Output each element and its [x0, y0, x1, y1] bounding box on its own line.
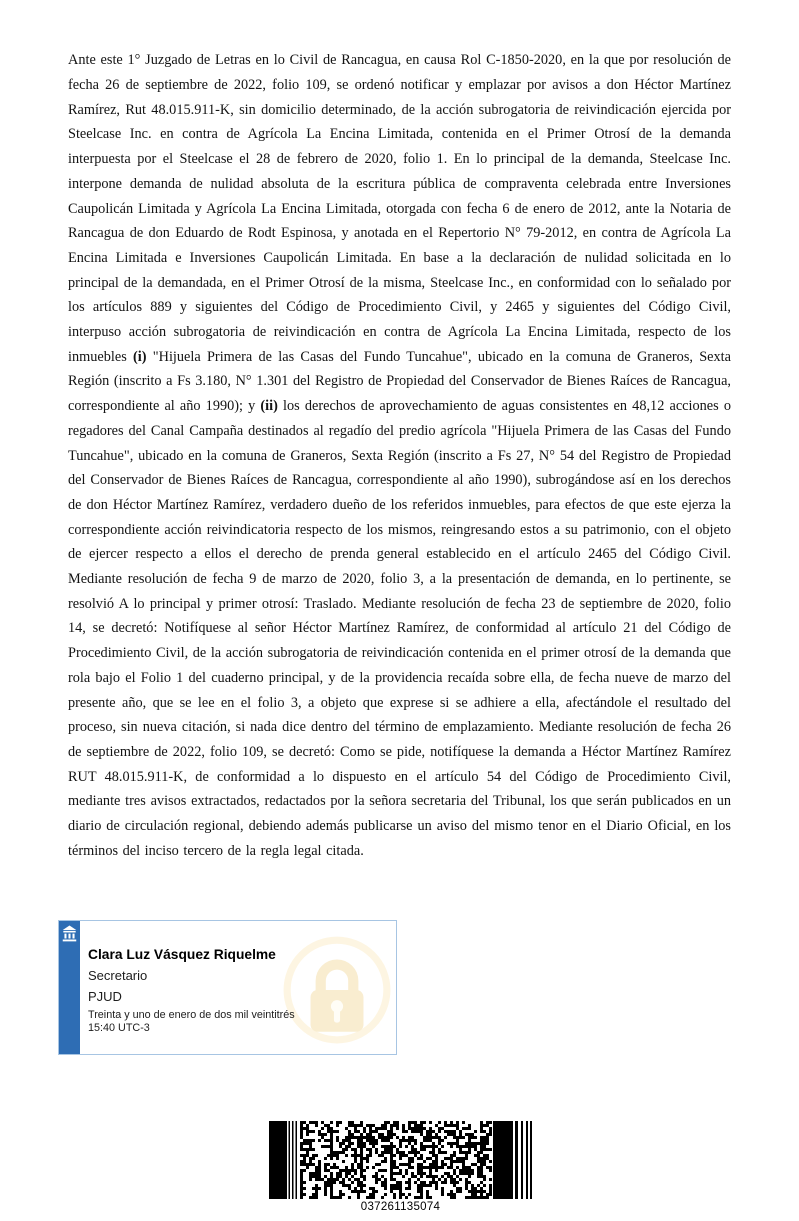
barcode-number: 037261135074 — [360, 1201, 441, 1213]
signature-date: Treinta y uno de enero de dos mil veintitrés — [88, 1009, 295, 1021]
signature-stamp — [58, 920, 397, 1055]
signature-content — [88, 947, 390, 1035]
signer-institution: PJUD — [88, 989, 122, 1004]
signature-time: 15:40 UTC-3 — [88, 1022, 150, 1034]
pdf417-barcode-image — [269, 1121, 532, 1199]
signature-blue-band — [59, 921, 80, 1054]
signer-name: Clara Luz Vásquez Riquelme — [88, 947, 276, 962]
notice-paragraph: Ante este 1° Juzgado de Letras en lo Civil de Rancagua, en causa Rol C-1850-2020, en la que por resolución de fecha 26 de septiembre de 2022, folio 109, se ordenó notificar y emplazar por avisos a don Héctor Martínez Ramírez, Rut 48.015.911-K, sin domicilio determinado, de la acción subrogatoria de reivindicación ejercida por Steelcase Inc. en contra de Agrícola La Encina Limitada, contenida en el Primer Otrosí de la demanda interpuesta por el Steelcase el 28 de febrero de 2020, folio 1. En lo principal de la demanda, Steelcase Inc. interpone demanda de nulidad absoluta de la escritura pública de compraventa celebrada entre Inversiones Caupolicán Limitada y Agrícola La Encina Limitada, otorgada con fecha 6 de enero de 2012, ante la Notaria de Rancagua de don Eduardo de Rodt Espinosa, y anotada en el Repertorio N° 79-2012, en contra de Agrícola La Encina Limitada e Inversiones Caupolicán Limitada. En base a la declaración de nulidad solicitada en lo principal de la demandada, en el Primer Otrosí de la misma, Steelcase Inc., en conformidad con lo señalado por los artículos 889 y siguientes del Código de Procedimiento Civil, y 2465 y siguientes del Código Civil, interpuso acción subrogatoria de reivindicación en contra de Agrícola La Encina Limitada, respecto de los inmuebles (i) "Hijuela Primera de las Casas del Fundo Tuncahue", ubicado en la comuna de Graneros, Sexta Región (inscrito a Fs 3.180, N° 1.301 del Registro de Propiedad del Conservador de Bienes Raíces de Rancagua, correspondiente al año 1990); y (ii) los derechos de aprovechamiento de aguas consistentes en 48,12 acciones o regadores del Canal Campaña destinados al regadío del predio agrícola "Hijuela Primera de las Casas del Fundo Tuncahue", ubicado en la comuna de Graneros, Sexta Región (inscrito a Fs 27, N° 54 del Registro de Propiedad del Conservador de Bienes Raíces de Rancagua, correspondiente al año 1990), subrogándose así en los derechos de don Héctor Martínez Ramírez, verdadero dueño de los referidos inmuebles, para efectos de que este ejerza la correspondiente acción reivindicatoria respecto de los mismos, reingresando estos a su patrimonio, con el objeto de ejercer respecto a ellos el derecho de prenda general establecido en el artículo 2465 del Código Civil. Mediante resolución de fecha 9 de marzo de 2020, folio 3, a la presentación de demanda, en lo pertinente, se resolvió A lo principal y primer otrosí: Traslado. Mediante resolución de fecha 23 de septiembre de 2020, folio 14, se decretó: Notifíquese al señor Héctor Martínez Ramírez, de conformidad al artículo 21 del Código de Procedimiento Civil, de la acción subrogatoria de reivindicación contenida en el primer otrosí de la demanda que rola bajo el Folio 1 del cuaderno principal, y de la providencia recaída sobre ella, de fecha nueve de marzo del presente año, que se lee en el folio 3, a objeto que exprese si se adhiere a ella, afectándole el resultado del proceso, sin nueva citación, si nada dice dentro del término de emplazamiento. Mediante resolución de fecha 26 de septiembre de 2022, folio 109, se decretó: Como se pide, notifíquese la demanda a Héctor Martínez Ramírez RUT 48.015.911-K, de conformidad a lo dispuesto en el artículo 54 del Código de Procedimiento Civil, mediante tres avisos extractados, redactados por la señora secretaria del Tribunal, los que serán publicados en un diario de circulación regional, debiendo además publicarse un aviso del mismo tenor en el Diario Oficial, en los términos del inciso tercero de la regla legal citada. — [68, 52, 731, 859]
barcode — [269, 1121, 532, 1213]
signer-role: Secretario — [88, 968, 148, 983]
court-building-icon — [62, 925, 77, 942]
